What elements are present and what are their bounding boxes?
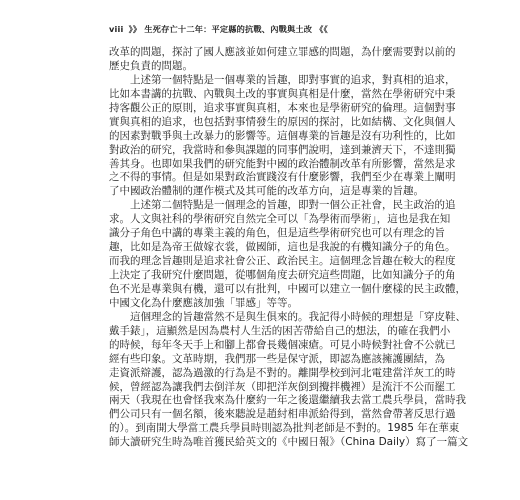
text-line: 中國文化為什麼應該加強「罪感」等等。: [109, 296, 298, 309]
text-line: 比如本書講的抗戰、內戰與土改的事實與真相是什麼，當然在學術研究中秉: [109, 87, 456, 100]
text-line: 求。人文與社科的學術研究自然完全可以「為學術而學術」，這也是我在知: [109, 213, 451, 226]
text-line: 的時候，每年冬天手上和腳上都會長幾個凍瘡。可見小時候對社會不公就已: [109, 338, 456, 351]
book-title: 生死存亡十二年：平定縣的抗戰、內戰與土改: [144, 24, 313, 34]
text-line: 上述第二個特點是一個理念的旨趣，即對一個公正社會，民主政治的追: [130, 199, 456, 212]
paragraph: [109, 199, 466, 311]
text-line: 了中國政治體制的運作模式及其可能的改革方向，這是專業的旨趣。: [109, 185, 424, 198]
text-line: 經有些印象。文革時期，我們那一些是保守派，即認為應該擁護團結，為: [109, 352, 445, 365]
text-line: 歷史負責的問題。: [109, 59, 193, 72]
paragraph: [109, 310, 469, 450]
body-text: [109, 46, 469, 450]
text-line: 的因素對戰爭與土改暴力的影響等。這個專業的旨趣是沒有功利性的，比如: [109, 129, 456, 142]
text-line: 識分子角色中講的專業主義的角色，但是這些學術研究也可以有理念的旨: [109, 227, 445, 240]
text-line: 上述第一個特點是一個專業的旨趣，即對事實的追求，對真相的追求，: [130, 73, 456, 86]
page-number: viii: [109, 24, 124, 34]
text-line: 實與真相的追求，也包括對事情發生的原因的探討，比如結構、文化與個人: [109, 115, 456, 128]
text-line: 善其身。也即如果我們的研究能對中國的政治體制改革有所影響，當然是求: [109, 157, 456, 170]
running-head-end-mark: 《《: [315, 24, 328, 34]
text-line: 色不光是專業與有機，還可以有批判，中國可以建立一個什麼樣的民主政體，: [109, 282, 466, 295]
text-line: 候，曾經認為讓我們去倒洋灰（即把洋灰倒到攪拌機裡）是流汗不公而罷工: [109, 380, 456, 393]
running-head: [109, 24, 328, 35]
text-line: 這個理念的旨趣當然不是與生俱來的。我記得小時候的理想是「穿皮鞋、: [130, 310, 466, 323]
text-line: 對政治的研究，我當時和參與課題的同事們說明，達到兼濟天下，不達則獨: [109, 143, 456, 156]
text-line: 師大讀研究生時為唯首獲民給英文的《中國日報》（China Daily）寫了一篇文: [109, 436, 469, 449]
text-line: 戴手錶」，這顯然是因為農村人生活的困苦帶給自己的想法，的確在我們小: [109, 324, 451, 337]
text-line: 趣，比如是為帝王做嫁衣裳，做國師，這也是我說的有機知識分子的角色。: [109, 241, 456, 254]
text-line: 的）。到南開大學當工農兵學員時則認為批判老師是不對的。1985 年在華東: [109, 422, 460, 435]
text-line: 兩天（我現在也會怪我來為什麼約一年之後還繼續我去當工農兵學員，當時我: [109, 394, 466, 407]
text-line: 而我的理念旨趣則是追求社會公正、政治民主。這個理念旨趣在較大的程度: [109, 255, 456, 268]
text-line: 之不得的事情。但是如果對政治實踐沒有什麼影響，我們至少在專業上闡明: [109, 171, 456, 184]
text-line: 持客觀公正的原則，追求事實與真相，本來也是學術研究的倫理。這個對事: [109, 101, 456, 114]
text-line: 上決定了我研究什麼問題，從哪個角度去研究這些問題，比如知識分子的角: [109, 269, 456, 281]
paragraph: [109, 73, 456, 199]
text-line: 走資派辯護，認為過激的行為是不對的。離開學校到河北電建當洋灰工的時: [109, 366, 456, 379]
paragraph: [109, 46, 456, 74]
text-line: 改革的問題，探討了國人應該並如何建立罪感的問題，為什麼需要對以前的: [109, 46, 456, 58]
running-head-separator: 》》: [128, 24, 142, 34]
text-line: 們公司只有一個名額，後來聽說是趙紂相串派給得到，當然會帶著反思行過: [109, 408, 456, 421]
